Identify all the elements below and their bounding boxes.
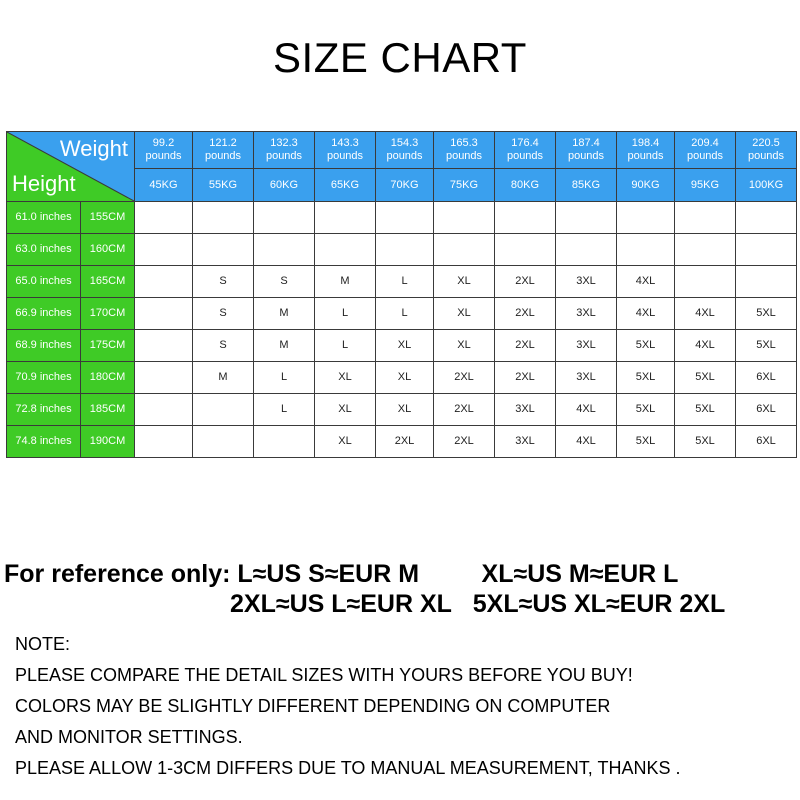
size-cell	[135, 234, 193, 266]
weight-pounds-cell	[434, 132, 495, 169]
weight-kg-cell: 75KG	[434, 169, 495, 202]
size-cell: 5XL	[675, 394, 736, 426]
reference-5xl: 5XL≈US XL≈EUR 2XL	[472, 590, 726, 618]
size-cell: 2XL	[434, 426, 495, 458]
size-cell: 5XL	[617, 426, 675, 458]
size-cell: M	[193, 362, 254, 394]
height-cm-cell: 175CM	[81, 330, 135, 362]
size-cell: 4XL	[675, 298, 736, 330]
weight-header: Weight	[59, 136, 128, 161]
size-cell: 3XL	[556, 298, 617, 330]
height-inches-cell: 65.0 inches	[7, 266, 81, 298]
note-heading: NOTE:	[15, 634, 71, 654]
size-cell: L	[254, 362, 315, 394]
table-row	[7, 234, 797, 266]
weight-pounds-cell	[376, 132, 434, 169]
table-row	[7, 394, 797, 426]
note-line-allow: PLEASE ALLOW 1-3CM DIFFERS DUE TO MANUAL MEASUREMENT, THANKS .	[15, 758, 681, 778]
size-cell: S	[254, 266, 315, 298]
size-cell: 4XL	[617, 266, 675, 298]
height-inches-cell: 74.8 inches	[7, 426, 81, 458]
size-cell: 3XL	[495, 394, 556, 426]
size-cell	[135, 202, 193, 234]
size-cell	[495, 202, 556, 234]
note-line-monitor: AND MONITOR SETTINGS.	[15, 727, 243, 747]
size-cell: 2XL	[434, 362, 495, 394]
size-cell: S	[193, 266, 254, 298]
size-cell	[675, 234, 736, 266]
size-cell	[254, 234, 315, 266]
size-cell: XL	[434, 330, 495, 362]
pounds-unit: pounds	[567, 150, 605, 162]
table-row	[7, 330, 797, 362]
size-cell: L	[315, 330, 376, 362]
pounds-value: 165.3	[450, 137, 478, 149]
weight-kg-cell: 85KG	[556, 169, 617, 202]
size-cell: XL	[434, 298, 495, 330]
pounds-value: 154.3	[390, 137, 419, 149]
table-row	[7, 266, 797, 298]
size-cell: L	[254, 394, 315, 426]
pounds-unit: pounds	[506, 150, 544, 162]
size-cell: 3XL	[495, 426, 556, 458]
pounds-unit: pounds	[145, 150, 182, 162]
reference-2xl: 2XL≈US L≈EUR XL	[230, 590, 452, 618]
size-cell: 6XL	[736, 394, 797, 426]
size-cell: 5XL	[736, 298, 797, 330]
pounds-unit: pounds	[686, 150, 724, 162]
size-cell	[617, 234, 675, 266]
size-cell	[736, 266, 797, 298]
size-cell	[135, 298, 193, 330]
size-cell: L	[376, 266, 434, 298]
pounds-unit: pounds	[445, 150, 483, 162]
weight-pounds-cell	[135, 132, 193, 169]
size-cell: 3XL	[556, 362, 617, 394]
note-line-compare: PLEASE COMPARE THE DETAIL SIZES WITH YOURS BEFORE YOU BUY!	[15, 665, 633, 685]
size-cell	[193, 426, 254, 458]
size-cell: XL	[376, 330, 434, 362]
height-inches-cell: 68.9 inches	[7, 330, 81, 362]
weight-kg-cell: 55KG	[193, 169, 254, 202]
height-cm-cell: 160CM	[81, 234, 135, 266]
size-cell: 3XL	[556, 330, 617, 362]
height-header: Height	[12, 171, 76, 196]
size-cell: XL	[376, 362, 434, 394]
size-cell: 2XL	[376, 426, 434, 458]
weight-pounds-cell	[495, 132, 556, 169]
height-inches-cell: 70.9 inches	[7, 362, 81, 394]
size-cell: 5XL	[675, 362, 736, 394]
size-cell	[315, 202, 376, 234]
reference-label: For reference only:	[4, 560, 238, 588]
pounds-value: 99.2	[152, 137, 175, 149]
size-cell: 6XL	[736, 426, 797, 458]
size-cell	[254, 426, 315, 458]
size-cell: 5XL	[675, 426, 736, 458]
size-chart-table	[6, 131, 797, 458]
weight-pounds-cell	[556, 132, 617, 169]
table-row	[7, 298, 797, 330]
size-cell	[135, 362, 193, 394]
size-cell: 2XL	[495, 362, 556, 394]
pounds-value: 209.4	[691, 137, 719, 149]
height-cm-cell: 185CM	[81, 394, 135, 426]
pounds-value: 198.4	[631, 137, 660, 149]
weight-kg-cell: 80KG	[495, 169, 556, 202]
table-row	[7, 362, 797, 394]
size-cell: 4XL	[617, 298, 675, 330]
size-cell: S	[193, 298, 254, 330]
size-cell: 3XL	[556, 266, 617, 298]
pounds-value: 132.3	[270, 137, 298, 149]
height-cm-cell: 190CM	[81, 426, 135, 458]
size-cell	[556, 234, 617, 266]
height-inches-cell: 61.0 inches	[7, 202, 81, 234]
size-cell: XL	[315, 362, 376, 394]
size-cell	[193, 394, 254, 426]
size-cell	[556, 202, 617, 234]
weight-kg-cell: 100KG	[736, 169, 797, 202]
size-cell: XL	[315, 426, 376, 458]
note-line-colors: COLORS MAY BE SLIGHTLY DIFFERENT DEPENDING ON COMPUTER	[15, 696, 611, 716]
weight-pounds-cell	[193, 132, 254, 169]
pounds-unit: pounds	[265, 150, 303, 162]
size-cell	[495, 234, 556, 266]
pounds-unit: pounds	[326, 150, 364, 162]
weight-kg-cell: 45KG	[135, 169, 193, 202]
weight-kg-cell: 70KG	[376, 169, 434, 202]
size-cell: 2XL	[495, 330, 556, 362]
size-cell	[736, 234, 797, 266]
size-cell: 5XL	[736, 330, 797, 362]
size-cell: 6XL	[736, 362, 797, 394]
pounds-value: 176.4	[511, 137, 539, 149]
weight-pounds-cell	[675, 132, 736, 169]
weight-pounds-cell	[617, 132, 675, 169]
size-cell	[135, 330, 193, 362]
pounds-value: 143.3	[331, 137, 359, 149]
size-cell	[675, 266, 736, 298]
size-cell: 2XL	[495, 266, 556, 298]
page-title: SIZE CHART	[273, 34, 527, 81]
size-cell: M	[254, 330, 315, 362]
size-cell: 4XL	[675, 330, 736, 362]
size-cell	[434, 202, 495, 234]
size-cell	[193, 202, 254, 234]
size-cell	[135, 426, 193, 458]
size-cell: XL	[315, 394, 376, 426]
size-cell	[254, 202, 315, 234]
weight-pounds-cell	[254, 132, 315, 169]
pounds-unit: pounds	[386, 150, 423, 162]
size-cell: L	[376, 298, 434, 330]
weight-kg-cell: 90KG	[617, 169, 675, 202]
pounds-value: 220.5	[752, 137, 780, 149]
height-inches-cell: 72.8 inches	[7, 394, 81, 426]
pounds-value: 187.4	[572, 137, 600, 149]
size-cell: 5XL	[617, 394, 675, 426]
size-cell: M	[254, 298, 315, 330]
table-row	[7, 202, 797, 234]
size-cell	[434, 234, 495, 266]
table-corner	[7, 132, 135, 202]
size-cell: 4XL	[556, 426, 617, 458]
size-cell: M	[315, 266, 376, 298]
weight-pounds-cell	[736, 132, 797, 169]
weight-pounds-cell	[315, 132, 376, 169]
size-cell: 4XL	[556, 394, 617, 426]
size-cell: L	[315, 298, 376, 330]
size-cell	[193, 234, 254, 266]
weight-kg-cell: 60KG	[254, 169, 315, 202]
height-inches-cell: 66.9 inches	[7, 298, 81, 330]
size-cell	[617, 202, 675, 234]
height-cm-cell: 165CM	[81, 266, 135, 298]
size-cell	[675, 202, 736, 234]
size-cell	[376, 234, 434, 266]
size-cell	[135, 266, 193, 298]
height-cm-cell: 155CM	[81, 202, 135, 234]
size-cell: S	[193, 330, 254, 362]
pounds-unit: pounds	[204, 150, 242, 162]
size-cell	[135, 394, 193, 426]
size-cell	[315, 234, 376, 266]
table-row	[7, 426, 797, 458]
size-cell	[376, 202, 434, 234]
size-cell: 2XL	[434, 394, 495, 426]
reference-xl: XL≈US M≈EUR L	[481, 560, 679, 588]
size-cell: 5XL	[617, 330, 675, 362]
reference-l: L≈US S≈EUR M	[237, 560, 420, 588]
pounds-unit: pounds	[747, 150, 785, 162]
weight-kg-cell: 65KG	[315, 169, 376, 202]
reference-line-1	[4, 560, 678, 589]
size-cell: XL	[434, 266, 495, 298]
height-cm-cell: 180CM	[81, 362, 135, 394]
weight-kg-cell: 95KG	[675, 169, 736, 202]
height-inches-cell: 63.0 inches	[7, 234, 81, 266]
height-cm-cell: 170CM	[81, 298, 135, 330]
reference-line-2	[230, 590, 725, 619]
size-cell: 5XL	[617, 362, 675, 394]
size-cell: XL	[376, 394, 434, 426]
size-cell: 2XL	[495, 298, 556, 330]
pounds-unit: pounds	[627, 150, 664, 162]
size-cell	[736, 202, 797, 234]
pounds-value: 121.2	[209, 137, 237, 149]
